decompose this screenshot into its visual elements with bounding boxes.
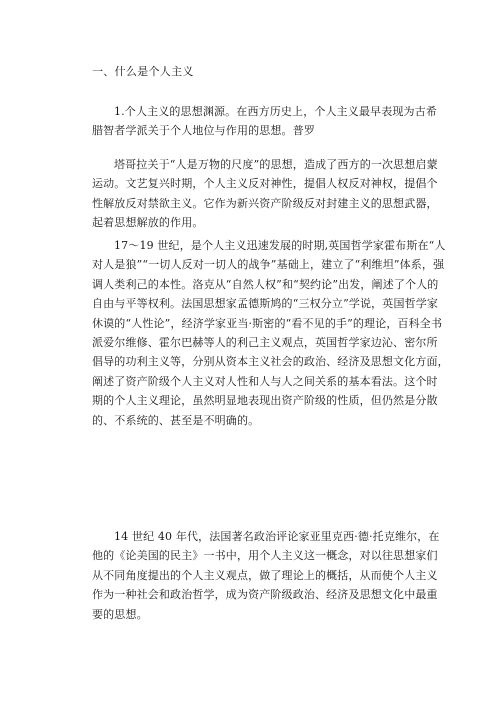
text-line: 对人是狼”“一切人反对一切人的战争”基础上，建立了“利维坦”体系，强: [92, 258, 445, 272]
text-line: 腊智者学派关于个人地位与作用的思想。普罗: [92, 124, 315, 138]
text-line: 倡导的功利主义等，分别从资本主义社会的政治、经济及思想文化方面，: [92, 355, 449, 369]
text-line: 起着思想解放的作用。: [92, 216, 204, 230]
text-line: 他的《论美国的民主》一书中，用个人主义这一概念，对以往思想家们: [92, 549, 438, 563]
text-line: 作为一种社会和政治哲学，成为资产阶级政治、经济及思想文化中最重: [92, 588, 438, 602]
text-line: 1.个人主义的思想渊源。在西方历史上，个人主义最早表现为古希: [114, 105, 437, 118]
text-line: 调人类利己的本性。洛克从“自然人权”和“契约论”出发，阐述了个人的: [92, 277, 439, 291]
text-line: 塔哥拉关于“人是万物的尺度”的思想，造成了西方的一次思想启蒙: [114, 158, 438, 171]
text-line: 的、不系统的、甚至是不明确的。: [92, 413, 260, 427]
paragraph-17-19-century: [92, 236, 449, 430]
text-line: 17～19 世纪，是个人主义迅速发展的时期,英国哲学家霍布斯在“人: [114, 239, 446, 252]
paragraph-protagoras: [92, 155, 438, 233]
text-line: 性解放反对禁欲主义。它作为新兴资产阶级反对封建主义的思想武器，: [92, 196, 438, 210]
paragraph-tocqueville: [92, 527, 440, 624]
text-line: 派爱尔维修、霍尔巴赫等人的利己主义观点，英国哲学家边沁、密尔所: [92, 336, 438, 350]
text-line: 自由与平等权利。法国思想家孟德斯鸠的“三权分立”学说，英国哲学家: [92, 297, 439, 311]
paragraph-origins: [92, 102, 437, 141]
section-heading: 一、什么是个人主义: [92, 65, 194, 78]
text-line: 14 世纪 40 年代，法国著名政治评论家亚里克西·德·托克维尔，在: [114, 530, 440, 543]
text-line: 运动。文艺复兴时期，个人主义反对神性，提倡人权反对神权，提倡个: [92, 177, 438, 191]
text-line: 休谟的“人性论”，经济学家亚当·斯密的“看不见的手”的理论，百科全书: [92, 316, 443, 330]
text-line: 阐述了资产阶级个人主义对人性和人与人之间关系的基本看法。这个时: [92, 374, 438, 388]
text-line: 从不同角度提出的个人主义观点，做了理论上的概括，从而使个人主义: [92, 568, 438, 582]
text-line: 要的思想。: [92, 607, 148, 621]
text-line: 期的个人主义理论，虽然明显地表现出资产阶级的性质，但仍然是分散: [92, 394, 438, 408]
